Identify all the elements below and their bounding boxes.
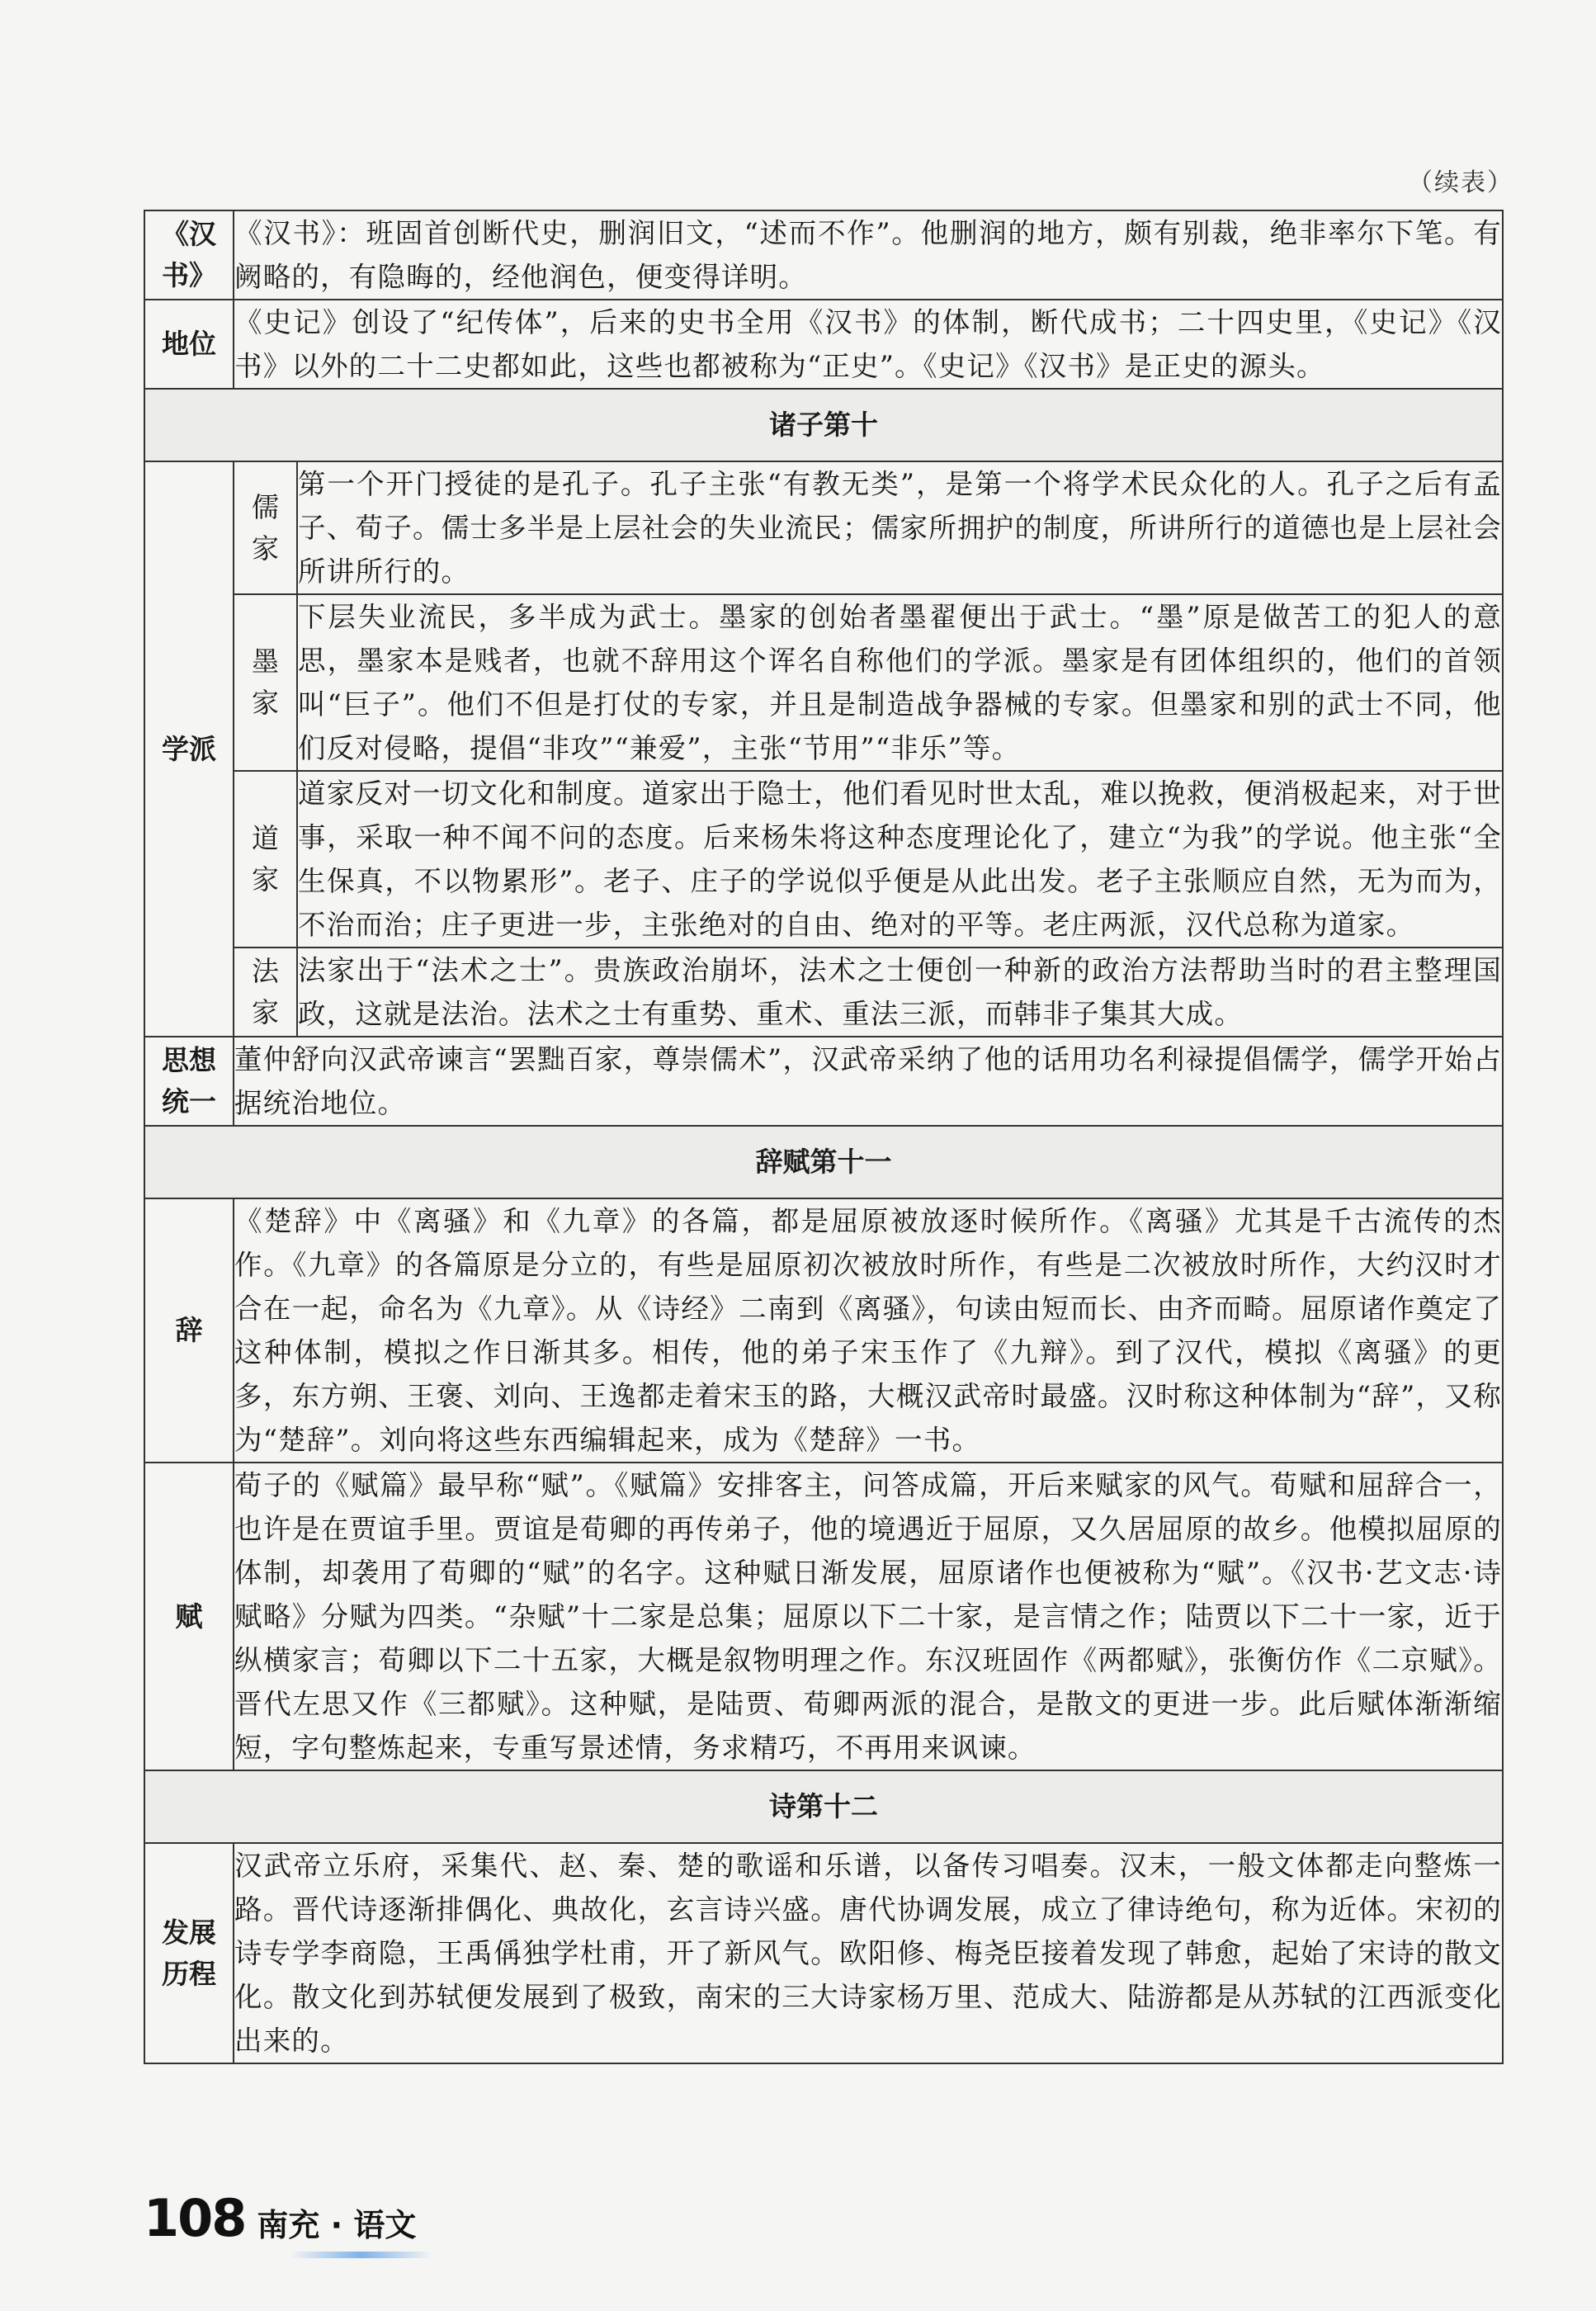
section-header-shi [144,1770,1503,1843]
school-name-confucian: 儒家 [251,490,279,565]
row-text-unify: 董仲舒向汉武帝谏言“罢黜百家，尊崇儒术”，汉武帝采纳了他的话用功名利禄提倡儒学，儒学开始占据统治地位。 [234,1037,1503,1126]
table-row-hanshu [144,210,1503,300]
row-label-history-text: 发展历程 [162,1916,216,1990]
section-title-zhuzi: 诸子第十 [144,389,1503,461]
continued-label: （续表） [1408,168,1513,197]
row-label-history [144,1843,234,2063]
literature-summary-table [144,210,1504,2064]
row-text-status: 《史记》创设了“纪传体”，后来的史书全用《汉书》的体制，断代成书；二十四史里，《史记》《汉书》以外的二十二史都如此，这些也都被称为“正史”。《史记》《汉书》是正史的源头。 [234,300,1503,389]
row-label-ci: 辞 [144,1198,234,1463]
page-footer-title: 南充 · 语文 [257,2200,416,2245]
row-label-schools: 学派 [144,461,234,1037]
school-text-confucian: 第一个开门授徒的是孔子。孔子主张“有教无类”，是第一个将学术民众化的人。孔子之后有孟子、荀子。儒士多半是上层社会的失业流民；儒家所拥护的制度，所讲所行的道德也是上层社会所讲所行的。 [297,462,1502,594]
row-label-unify-text: 思想统一 [162,1044,216,1118]
table-row-unify [144,1037,1503,1126]
table-row-history [144,1843,1503,2063]
school-text-legalist: 法家出于“法术之士”。贵族政治崩坏，法术之士便创一种新的政治方法帮助当时的君主整理国政，这就是法治。法术之士有重势、重术、重法三派，而韩非子集其大成。 [298,954,1502,1030]
school-text-mohist: 下层失业流民，多半成为武士。墨家的创始者墨翟便出于武士。“墨”原是做苦工的犯人的意思，墨家本是贱者，也就不辞用这个诨名自称他们的学派。墨家是有团体组织的，他们的首领叫“巨子”。他们不但是打仗的专家，并且是制造战争器械的专家。但墨家和别的武士不同，他们反对侵略，提倡“非攻”“兼爱”，主张“节用”“非乐”等。 [297,594,1502,771]
school-row-legalist [234,948,1502,1036]
school-row-confucian [234,462,1502,594]
row-label-unify [144,1037,234,1126]
row-label-hanshu: 《汉书》 [144,210,234,300]
schools-subtable-cell [234,461,1503,1037]
page-number: 108 [144,2188,246,2248]
row-text-ci: 《楚辞》中《离骚》和《九章》的各篇，都是屈原被放逐时候所作。《离骚》尤其是千古流传的杰作。《九章》的各篇原是分立的，有些是屈原初次被放时所作，有些是二次被放时所作，大约汉时才合在一起，命名为《九章》。从《诗经》二南到《离骚》，句读由短而长、由齐而畸。屈原诸作奠定了这种体制，模拟之作日渐其多。相传，他的弟子宋玉作了《九辩》。到了汉代，模拟《离骚》的更多，东方朔、王褒、刘向、王逸都走着宋玉的路，大概汉武帝时最盛。汉时称这种体制为“辞”，又称为“楚辞”。刘向将这些东西编辑起来，成为《楚辞》一书。 [234,1198,1503,1463]
section-header-cifu [144,1126,1503,1198]
schools-subtable [234,462,1502,1036]
row-label-status: 地位 [144,300,234,389]
school-text-daoist: 道家反对一切文化和制度。道家出于隐士，他们看见时世太乱，难以挽救，便消极起来，对于世事，采取一种不闻不问的态度。后来杨朱将这种态度理论化了，建立“为我”的学说。他主张“全生保真，不以物累形”。老子、庄子的学说似乎便是从此出发。老子主张顺应自然，无为而为，不治而治；庄子更进一步，主张绝对的自由、绝对的平等。老庄两派，汉代总称为道家。 [297,771,1502,948]
row-label-fu: 赋 [144,1463,234,1770]
section-title-shi: 诗第十二 [144,1770,1503,1843]
school-name-mohist: 墨家 [251,645,279,719]
section-title-cifu: 辞赋第十一 [144,1126,1503,1198]
table-row-fu [144,1463,1503,1770]
school-name-daoist: 道家 [251,822,279,896]
school-name-legalist: 法家 [251,955,279,1028]
table-row-schools [144,461,1503,1037]
table-row-ci [144,1198,1503,1463]
table-row-status [144,300,1503,389]
page-footer [144,2186,416,2252]
row-text-hanshu: 《汉书》：班固首创断代史，删润旧文，“述而不作”。他删润的地方，颇有别裁，绝非率尔下笔。有阙略的，有隐晦的，经他润色，便变得详明。 [234,210,1503,300]
school-row-mohist [234,594,1502,771]
section-header-zhuzi [144,389,1503,461]
row-text-history: 汉武帝立乐府，采集代、赵、秦、楚的歌谣和乐谱，以备传习唱奏。汉末，一般文体都走向整炼一路。晋代诗逐渐排偶化、典故化，玄言诗兴盛。唐代协调发展，成立了律诗绝句，称为近体。宋初的诗专学李商隐，王禹偁独学杜甫，开了新风气。欧阳修、梅尧臣接着发现了韩愈，起始了宋诗的散文化。散文化到苏轼便发展到了极致，南宋的三大诗家杨万里、范成大、陆游都是从苏轼的江西派变化出来的。 [234,1843,1503,2063]
row-text-fu: 荀子的《赋篇》最早称“赋”。《赋篇》安排客主，问答成篇，开后来赋家的风气。荀赋和屈辞合一，也许是在贾谊手里。贾谊是荀卿的再传弟子，他的境遇近于屈原，又久居屈原的故乡。他模拟屈原的体制，却袭用了荀卿的“赋”的名字。这种赋日渐发展，屈原诸作也便被称为“赋”。《汉书·艺文志·诗赋略》分赋为四类。“杂赋”十二家是总集；屈原以下二十家，是言情之作；陆贾以下二十一家，近于纵横家言；荀卿以下二十五家，大概是叙物明理之作。东汉班固作《两都赋》，张衡仿作《二京赋》。晋代左思又作《三都赋》。这种赋，是陆贾、荀卿两派的混合，是散文的更进一步。此后赋体渐渐缩短，字句整炼起来，专重写景述情，务求精巧，不再用来讽谏。 [234,1463,1503,1770]
school-row-daoist [234,771,1502,948]
